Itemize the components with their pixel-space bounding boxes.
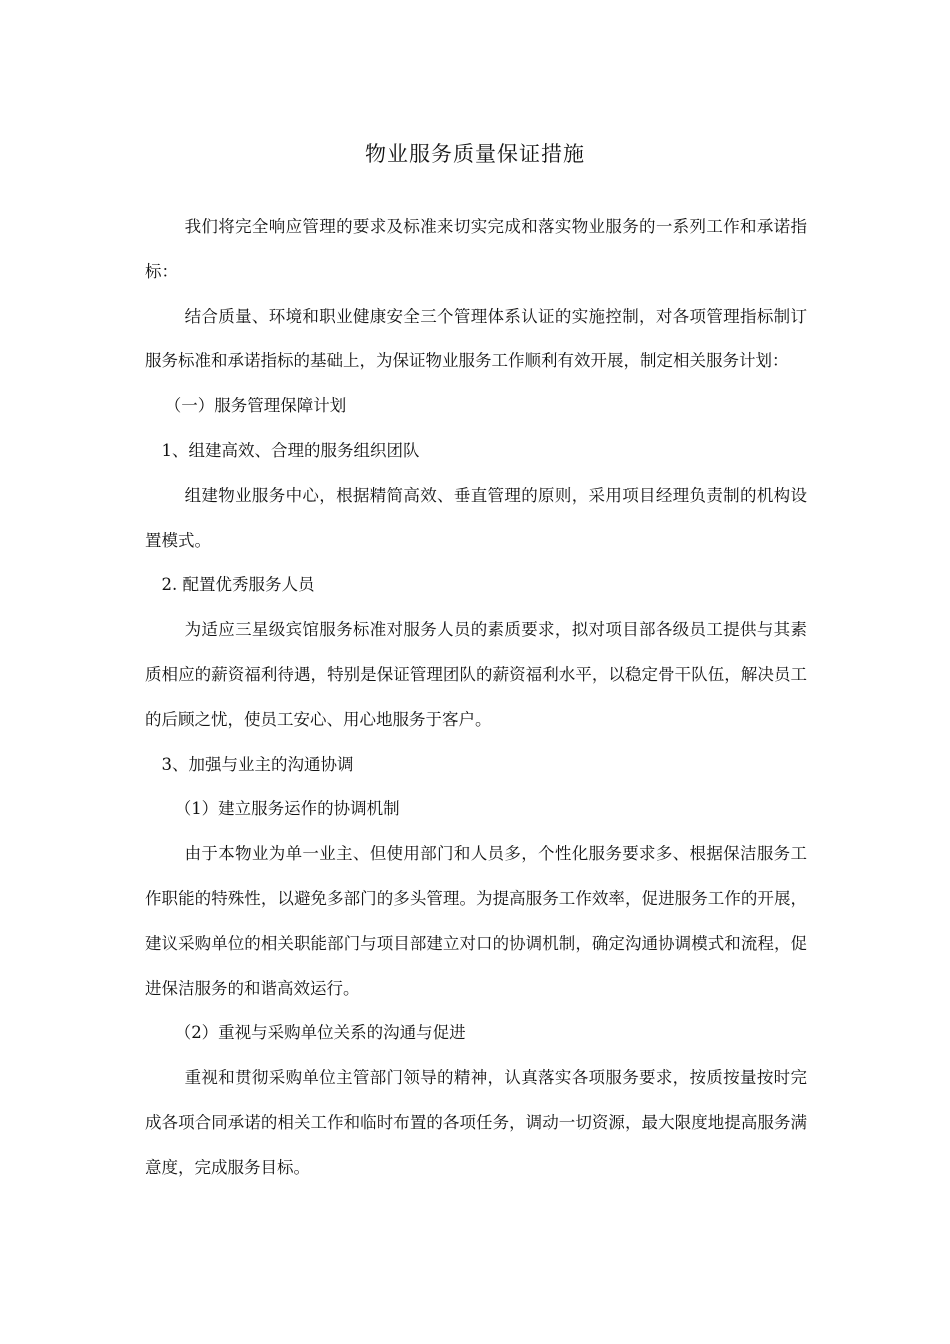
subitem-heading-2: （2）重视与采购单位关系的沟通与促进 [174,1023,466,1043]
item-heading-3: 3、加强与业主的沟通协调 [161,754,354,774]
plan-paragraph: 结合质量、环境和职业健康安全三个管理体系认证的实施控制，对各项管理指标制订服务标准和承诺指标的基础上，为保证物业服务工作顺利有效开展，制定相关服务计划： [145,306,807,371]
document-body [145,205,807,1191]
section-heading: （一）服务管理保障计划 [164,396,347,416]
item-heading-2: 2. 配置优秀服务人员 [161,575,315,595]
item-heading-1: 1、组建高效、合理的服务组织团队 [161,440,420,460]
relations-paragraph: 重视和贯彻采购单位主管部门领导的精神，认真落实各项服务要求，按质按量按时完成各项合同承诺的相关工作和临时布置的各项任务，调动一切资源，最大限度地提高服务满意度，完成服务目标。 [145,1068,807,1177]
team-paragraph: 组建物业服务中心，根据精简高效、垂直管理的原则，采用项目经理负责制的机构设置模式。 [145,485,807,550]
document-title: 物业服务质量保证措施 [365,142,585,166]
staff-paragraph: 为适应三星级宾馆服务标准对服务人员的素质要求，拟对项目部各级员工提供与其素质相应的薪资福利待遇，特别是保证管理团队的薪资福利水平，以稳定骨干队伍，解决员工的后顾之忧，使员工安心、用心地服务于客户。 [145,620,807,729]
coordination-paragraph: 由于本物业为单一业主、但使用部门和人员多，个性化服务要求多、根据保洁服务工作职能的特殊性，以避免多部门的多头管理。为提高服务工作效率，促进服务工作的开展，建议采购单位的相关职能部门与项目部建立对口的协调机制，确定沟通协调模式和流程，促进保洁服务的和谐高效运行。 [145,844,807,998]
intro-paragraph: 我们将完全响应管理的要求及标准来切实完成和落实物业服务的一系列工作和承诺指标： [145,217,807,281]
subitem-heading-1: （1）建立服务运作的协调机制 [174,799,400,819]
